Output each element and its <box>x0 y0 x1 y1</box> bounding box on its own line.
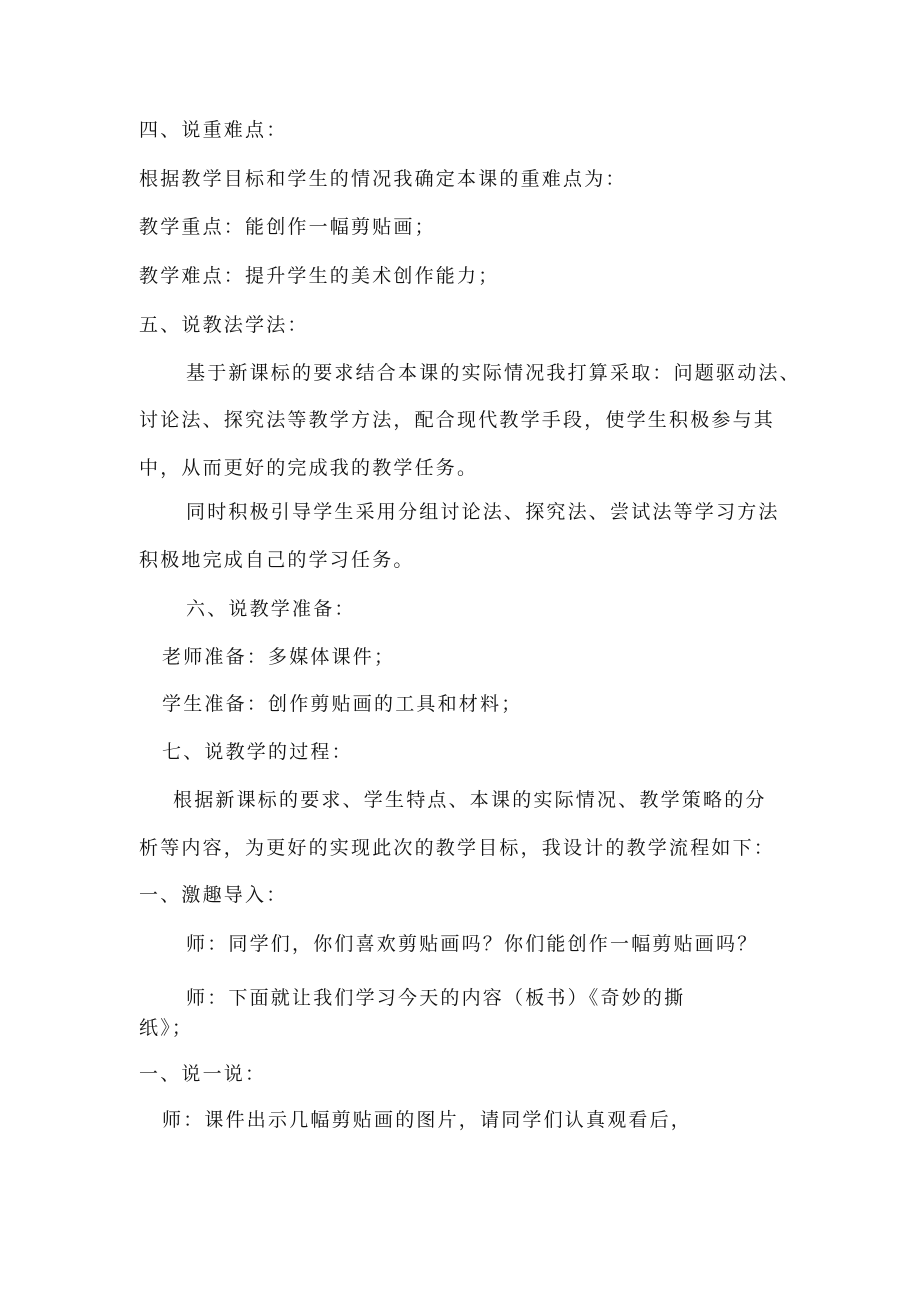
paragraph-line: 教学难点：提升学生的美术创作能力； <box>139 265 500 287</box>
heading-intro: 一、激趣导入： <box>139 884 288 906</box>
paragraph-line: 析等内容，为更好的实现此次的教学目标，我设计的教学流程如下： <box>139 837 776 859</box>
paragraph-line: 中，从而更好的完成我的教学任务。 <box>139 457 479 479</box>
paragraph-line: 教学重点：能创作一幅剪贴画； <box>139 216 436 238</box>
paragraph-line: 讨论法、探究法等教学方法，配合现代教学手段，使学生积极参与其 <box>139 409 776 431</box>
heading-methods: 五、说教法学法： <box>139 314 309 336</box>
paragraph-line: 基于新课标的要求结合本课的实际情况我打算采取：问题驱动法、 <box>186 362 801 384</box>
paragraph-line: 根据教学目标和学生的情况我确定本课的重难点为： <box>139 168 627 190</box>
paragraph-line: 积极地完成自己的学习任务。 <box>139 549 415 571</box>
paragraph-line: 根据新课标的要求、学生特点、本课的实际情况、教学策略的分 <box>173 789 767 811</box>
paragraph-line: 师：下面就让我们学习今天的内容（板书）《奇妙的撕 <box>186 987 686 1009</box>
heading-preparation: 六、说教学准备： <box>186 598 356 620</box>
paragraph-line: 学生准备：创作剪贴画的工具和材料； <box>162 693 523 715</box>
heading-discuss: 一、说一说： <box>139 1063 267 1085</box>
paragraph-line: 师：课件出示几幅剪贴画的图片，请同学们认真观看后， <box>162 1109 693 1131</box>
heading-process: 七、说教学的过程： <box>162 741 353 763</box>
paragraph-line: 同时积极引导学生采用分组讨论法、探究法、尝试法等学习方法 <box>186 501 780 523</box>
paragraph-line: 老师准备：多媒体课件； <box>162 646 396 668</box>
heading-key-points: 四、说重难点： <box>139 119 288 141</box>
paragraph-line: 师：同学们，你们喜欢剪贴画吗？你们能创作一幅剪贴画吗？ <box>186 933 759 955</box>
paragraph-line: 纸》； <box>139 1017 194 1039</box>
